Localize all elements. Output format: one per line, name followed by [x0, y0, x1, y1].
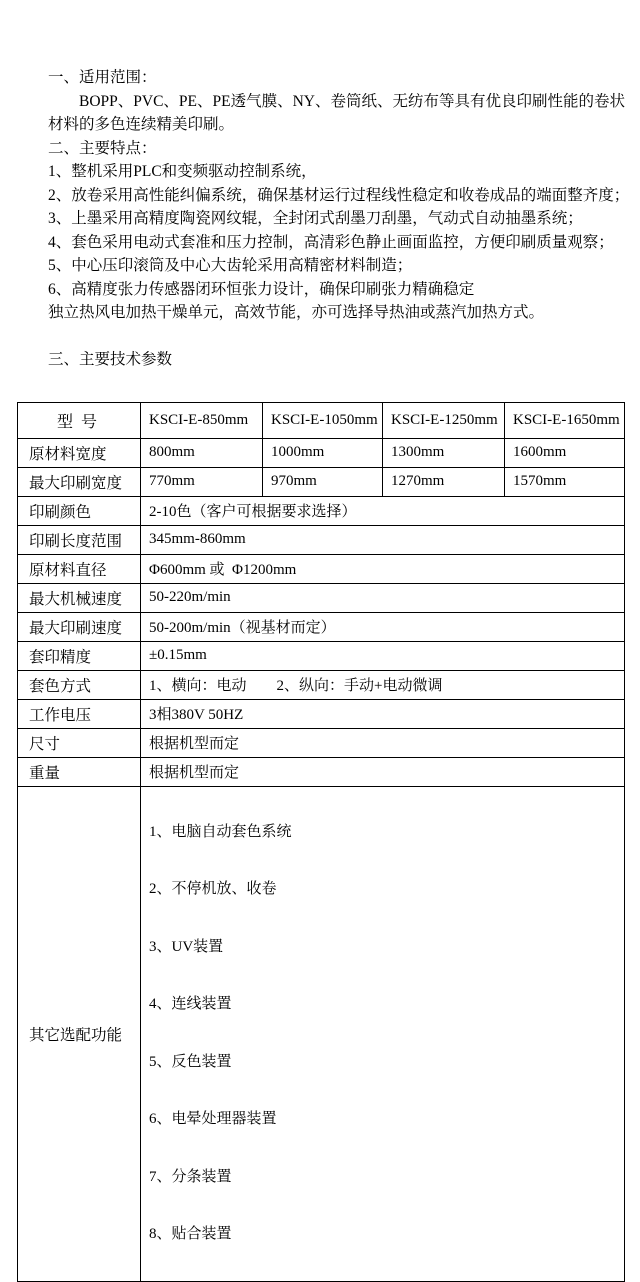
feature-item-2: 2、放卷采用高性能纠偏系统，确保基材运行过程线性稳定和收卷成品的端面整齐度； [48, 186, 630, 204]
row-label: 最大机械速度 [18, 583, 141, 612]
table-row-working-voltage [18, 699, 625, 728]
table-row-dimensions [18, 728, 625, 757]
value-cell: 970mm [263, 467, 383, 496]
value-cell: 1000mm [263, 438, 383, 467]
row-label: 印刷长度范围 [18, 525, 141, 554]
table-row-max-print-speed [18, 612, 625, 641]
value-cell: 800mm [141, 438, 263, 467]
value-cell: 1270mm [383, 467, 505, 496]
value-cell: Φ600mm 或 Φ1200mm [141, 554, 625, 583]
feature-item-3: 3、上墨采用高精度陶瓷网纹辊，全封闭式刮墨刀刮墨，气动式自动抽墨系统； [48, 210, 583, 227]
value-cell: 1600mm [505, 438, 625, 467]
option-item-2: 2、不停机放、收卷 [149, 881, 277, 897]
value-cell: 770mm [141, 467, 263, 496]
option-item-4: 4、连线装置 [149, 996, 232, 1012]
table-row-print-colors [18, 496, 625, 525]
value-cell: 1570mm [505, 467, 625, 496]
row-label: 工作电压 [18, 699, 141, 728]
feature-item-7: 独立热风电加热干燥单元，高效节能，亦可选择导热油或蒸汽加热方式。 [48, 304, 545, 321]
options-list-cell [141, 786, 625, 1281]
spec-table [17, 402, 625, 1282]
value-cell: 根据机型而定 [141, 757, 625, 786]
option-item-5: 5、反色装置 [149, 1053, 232, 1070]
section3-heading: 三、主要技术参数 [48, 351, 173, 368]
section2-heading: 二、主要特点： [48, 139, 157, 157]
table-row-max-print-width [18, 467, 625, 496]
value-cell: 2-10色（客户可根据要求选择） [141, 496, 625, 525]
value-cell: 50-220m/min [141, 583, 625, 612]
header-label-cell: 型 号 [18, 402, 141, 438]
value-cell: ±0.15mm [141, 641, 625, 670]
feature-item-5: 5、中心压印滚筒及中心大齿轮采用高精密材料制造； [48, 257, 413, 274]
table-header-row [18, 402, 625, 438]
model-cell: KSCI-E-850mm [141, 402, 263, 438]
model-cell: KSCI-E-1050mm [263, 402, 383, 438]
table-row-material-diameter [18, 554, 625, 583]
row-label: 重量 [18, 757, 141, 786]
row-label: 尺寸 [18, 728, 141, 757]
value-cell: 345mm-860mm [141, 525, 625, 554]
row-label: 最大印刷速度 [18, 612, 141, 641]
table-row-optional-features [18, 786, 625, 1281]
feature-item-6: 6、高精度张力传感器闭环恒张力设计，确保印刷张力精确稳定 [48, 280, 475, 298]
row-label: 印刷颜色 [18, 496, 141, 525]
table-row-register-accuracy [18, 641, 625, 670]
option-item-1: 1、电脑自动套色系统 [149, 823, 292, 840]
feature-item-1: 1、整机采用PLC和变频驱动控制系统， [48, 163, 317, 180]
row-label: 套印精度 [18, 641, 141, 670]
option-item-8: 8、贴合装置 [149, 1226, 232, 1242]
row-label: 原材料直径 [18, 554, 141, 583]
intro-text-block [0, 0, 640, 372]
table-row-register-mode [18, 670, 625, 699]
row-label: 其它选配功能 [18, 786, 141, 1281]
intro-line-1: BOPP、PVC、PE、PE透气膜、NY、卷筒纸、无纺布等具有优良印刷性能的卷状 [79, 92, 625, 110]
option-item-3: 3、UV装置 [149, 938, 224, 955]
row-label: 套色方式 [18, 670, 141, 699]
option-item-6: 6、电晕处理器装置 [149, 1111, 277, 1127]
value-cell: 根据机型而定 [141, 728, 625, 757]
model-cell: KSCI-E-1650mm [505, 402, 625, 438]
section1-heading: 一、适用范围： [48, 69, 157, 86]
table-row-print-length-range [18, 525, 625, 554]
table-row-max-mechanical-speed [18, 583, 625, 612]
table-row-weight [18, 757, 625, 786]
table-row-material-width [18, 438, 625, 467]
value-cell: 1、横向：电动 2、纵向：手动+电动微调 [141, 670, 625, 699]
value-cell: 1300mm [383, 438, 505, 467]
spacer [48, 325, 620, 349]
model-cell: KSCI-E-1250mm [383, 402, 505, 438]
row-label: 原材料宽度 [18, 438, 141, 467]
option-item-7: 7、分条装置 [149, 1168, 232, 1185]
intro-line-2: 材料的多色连续精美印刷。 [48, 116, 235, 133]
row-label: 最大印刷宽度 [18, 467, 141, 496]
feature-item-4: 4、套色采用电动式套准和压力控制，高清彩色静止画面监控，方便印刷质量观察； [48, 233, 614, 251]
value-cell: 3相380V 50HZ [141, 699, 625, 728]
value-cell: 50-200m/min（视基材而定） [141, 612, 625, 641]
